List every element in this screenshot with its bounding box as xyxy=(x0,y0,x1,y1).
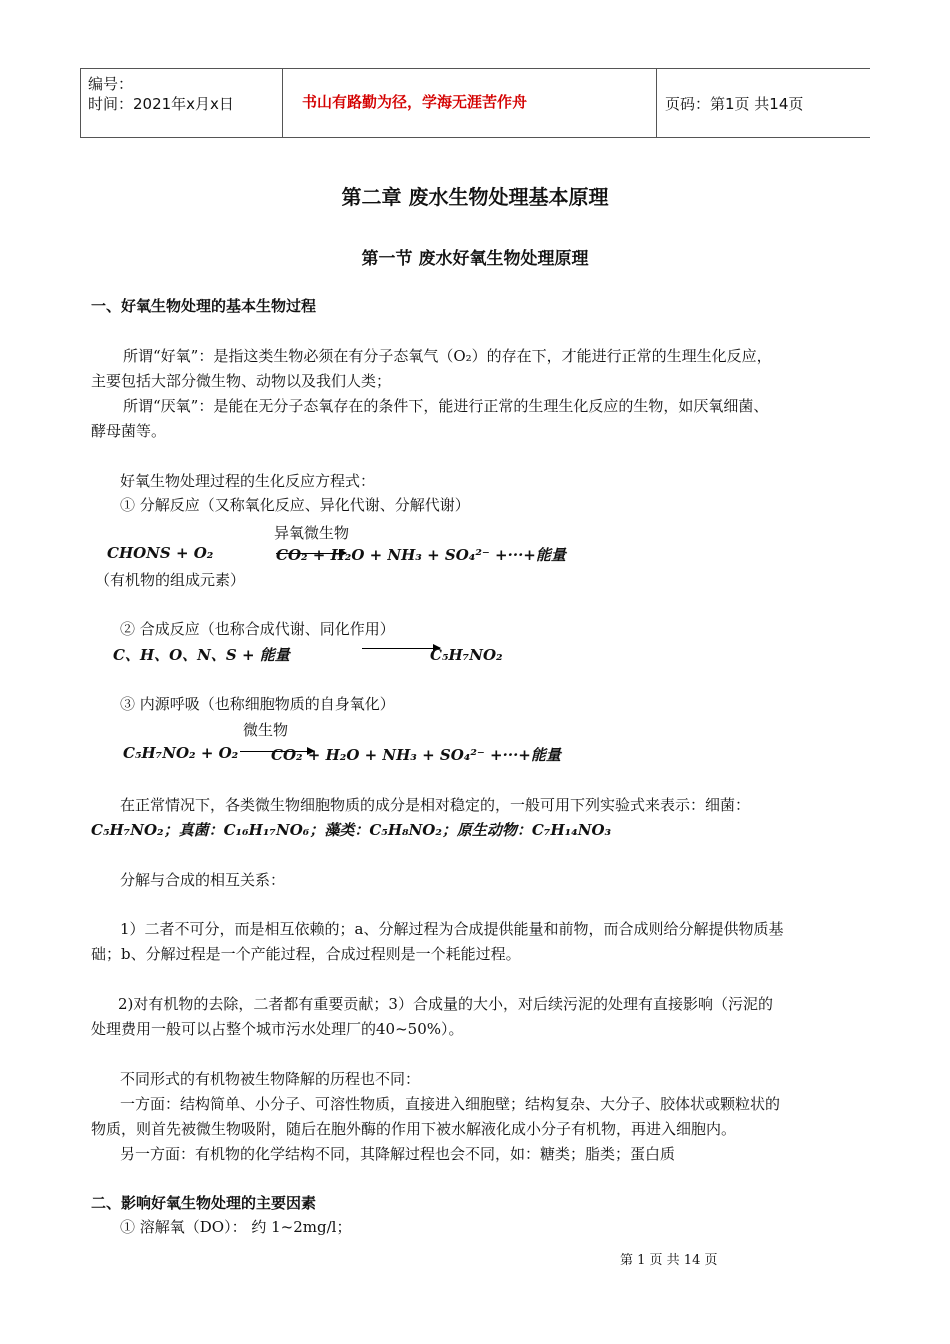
header-border-left xyxy=(80,69,81,137)
reaction1-label: ① 分解反应（又称氧化反应、异化代谢、分解代谢） xyxy=(120,496,470,514)
relation-2-line1: 2)对有机物的去除，二者都有重要贡献；3）合成量的大小，对后续污泥的处理有直接影响（污泥的 xyxy=(118,995,773,1013)
header-divider-2 xyxy=(656,69,657,137)
reaction3-reactants: C₅H₇NO₂ + O₂ xyxy=(123,744,239,762)
header-motto: 书山有路勤为径，学海无涯苦作舟 xyxy=(302,93,528,111)
relation-2-line2: 处理费用一般可以占整个城市污水处理厂的40~50%）。 xyxy=(91,1020,464,1038)
reaction3-catalyst: 微生物 xyxy=(243,721,289,739)
degrade-1-line2: 物质，则首先被微生物吸附，随后在胞外酶的作用下被水解液化成小分子有机物，再进入细胞内。 xyxy=(91,1120,737,1138)
reaction2-products: C₅H₇NO₂ xyxy=(430,646,503,664)
heading-1: 一、好氧生物处理的基本生物过程 xyxy=(91,297,317,315)
relation-1-line1: 1）二者不可分，而是相互依赖的；a、分解过程为合成提供能量和前物，而合成则给分解提供物质基 xyxy=(120,920,784,938)
equations-intro: 好氧生物处理过程的生化反应方程式： xyxy=(120,472,376,490)
cell-formula-line1: 在正常情况下，各类微生物细胞物质的成分是相对稳定的，一般可用下列实验式来表示：细菌： xyxy=(120,796,751,814)
reaction1-products: CO₂ + H₂O + NH₃ + SO₄²⁻ +···+能量 xyxy=(276,546,566,564)
section-title: 第一节 废水好氧生物处理原理 xyxy=(361,249,589,269)
degrade-2: 另一方面：有机物的化学结构不同，其降解过程也会不同，如：糖类；脂类；蛋白质 xyxy=(120,1145,676,1163)
cell-formula-line2: C₅H₇NO₂；真菌：C₁₆H₁₇NO₆；藻类：C₅H₈NO₂；原生动物：C₇H₁₄NO₃ xyxy=(91,821,612,839)
header-table xyxy=(80,68,870,138)
chapter-title: 第二章 废水生物处理基本原理 xyxy=(341,185,609,209)
reaction2-arrow xyxy=(362,648,440,649)
reaction1-catalyst: 异氧微生物 xyxy=(274,524,350,542)
page-footer: 第 1 页 共 14 页 xyxy=(620,1253,718,1268)
header-page: 页码：第1页 共14页 xyxy=(665,95,804,113)
para-anaerobic-line1: 所谓“厌氧”：是能在无分子态氧存在的条件下，能进行正常的生理生化反应的生物，如厌氧细菌、 xyxy=(123,397,769,415)
header-number: 编号： xyxy=(88,75,134,93)
relation-intro: 分解与合成的相互关系： xyxy=(120,871,286,889)
para-aerobic-line1: 所谓“好氧”：是指这类生物必须在有分子态氧气（O₂）的存在下，才能进行正常的生理生化反应， xyxy=(123,347,772,365)
para-anaerobic-line2: 酵母菌等。 xyxy=(91,422,167,440)
reaction3-label: ③ 内源呼吸（也称细胞物质的自身氧化） xyxy=(120,695,395,713)
header-time: 时间：2021年x月x日 xyxy=(88,95,234,113)
degrade-intro: 不同形式的有机物被生物降解的历程也不同： xyxy=(120,1070,421,1088)
reaction2-reactants: C、H、O、N、S + 能量 xyxy=(113,646,290,664)
degrade-1-line1: 一方面：结构简单、小分子、可溶性物质，直接进入细胞壁；结构复杂、大分子、胶体状或颗粒状的 xyxy=(120,1095,781,1113)
header-divider-1 xyxy=(282,69,283,137)
reaction1-reactants: CHONS + O₂ xyxy=(107,544,214,562)
reaction3-products: CO₂ + H₂O + NH₃ + SO₄²⁻ +···+能量 xyxy=(271,746,561,764)
reaction2-label: ② 合成反应（也称合成代谢、同化作用） xyxy=(120,620,395,638)
relation-1-line2: 础；b、分解过程是一个产能过程，合成过程则是一个耗能过程。 xyxy=(91,945,521,963)
factor-1: ① 溶解氧（DO）： 约 1~2mg/l； xyxy=(120,1218,352,1236)
reaction1-note: （有机物的组成元素） xyxy=(95,571,246,589)
para-aerobic-line2: 主要包括大部分微生物、动物以及我们人类； xyxy=(91,372,392,390)
heading-2: 二、影响好氧生物处理的主要因素 xyxy=(91,1194,317,1212)
